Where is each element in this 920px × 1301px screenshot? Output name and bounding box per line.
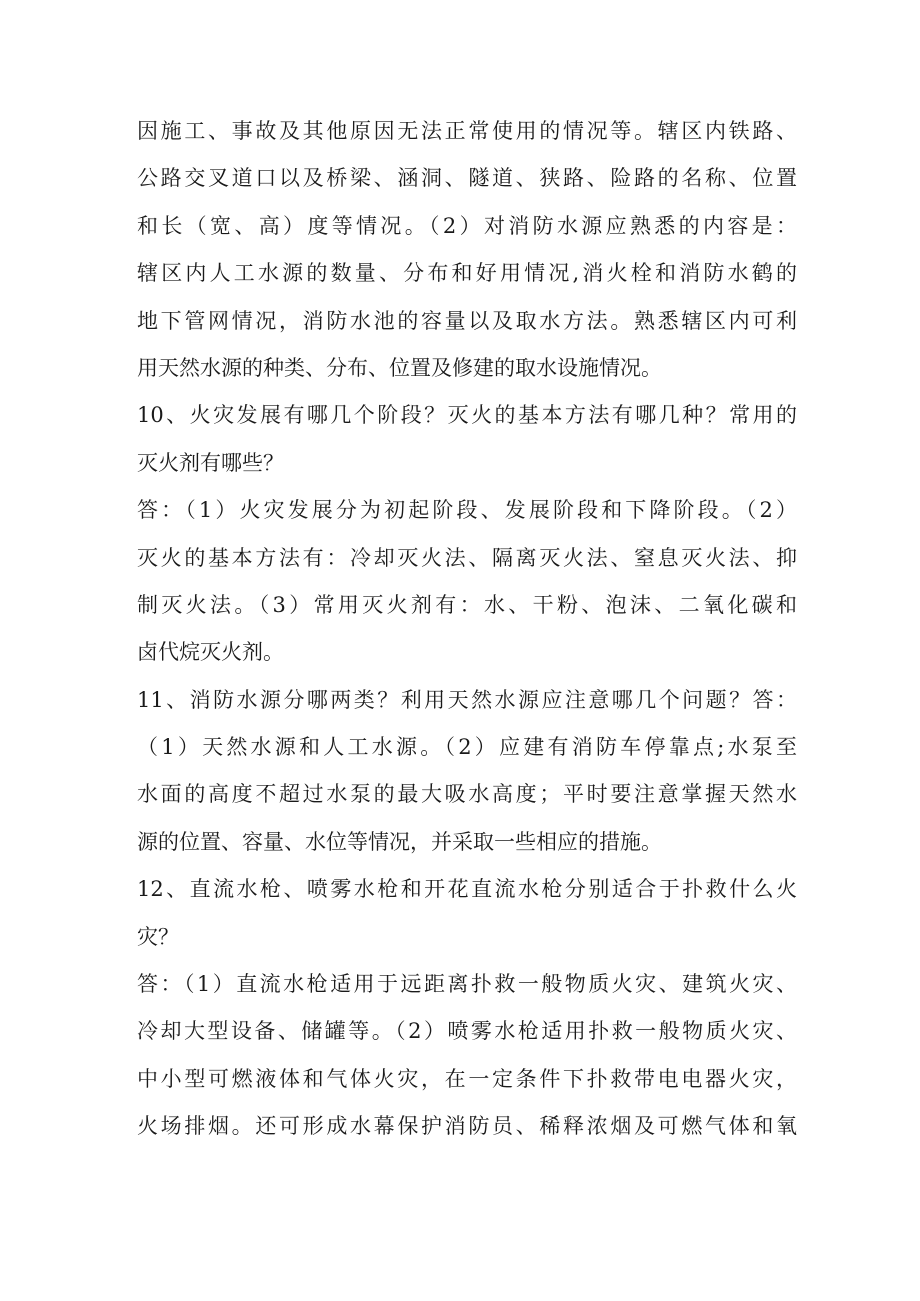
text-line: 制灭火法。（3）常用灭火剂有：水、干粉、泡沫、二氧化碳和: [137, 592, 797, 617]
text-line: 10、火灾发展有哪几个阶段？灭火的基本方法有哪几种？常用的: [137, 403, 797, 428]
text-line: 灾？: [137, 924, 179, 949]
text-line: 辖区内人工水源的数量、分布和好用情况,消火栓和消防水鹤的: [137, 261, 797, 286]
text-line: 冷却大型设备、储罐等。（2）喷雾水枪适用扑救一般物质火灾、: [137, 1019, 797, 1044]
text-line: 用天然水源的种类、分布、位置及修建的取水设施情况。: [137, 355, 662, 380]
text-line: 11、消防水源分哪两类？利用天然水源应注意哪几个问题？答：: [137, 687, 797, 712]
text-line: 源的位置、容量、水位等情况，并采取一些相应的措施。: [137, 829, 662, 854]
text-line: 中小型可燃液体和气体火灾，在一定条件下扑救带电电器火灾，: [137, 1066, 797, 1091]
text-line: 因施工、事故及其他原因无法正常使用的情况等。辖区内铁路、: [137, 119, 797, 143]
text-line: 答：（1）直流水枪适用于远距离扑救一般物质火灾、建筑火灾、: [137, 972, 797, 997]
text-line: 灭火剂有哪些？: [137, 450, 284, 475]
text-line: 火场排烟。还可形成水幕保护消防员、稀释浓烟及可燃气体和氧: [137, 1114, 797, 1139]
text-line: （1）天然水源和人工水源。（2）应建有消防车停靠点;水泵至: [137, 735, 797, 760]
text-line: 12、直流水枪、喷雾水枪和开花直流水枪分别适合于扑救什么火: [137, 877, 797, 902]
text-line: 公路交叉道口以及桥梁、涵洞、隧道、狭路、险路的名称、位置: [137, 166, 797, 191]
text-line: 卤代烷灭火剂。: [137, 640, 284, 665]
document-body: [137, 108, 797, 1151]
text-line: 水面的高度不超过水泵的最大吸水高度；平时要注意掌握天然水: [137, 782, 797, 807]
text-line: 地下管网情况，消防水池的容量以及取水方法。熟悉辖区内可利: [137, 308, 797, 333]
text-line: 和长（宽、高）度等情况。（2）对消防水源应熟悉的内容是：: [137, 213, 797, 238]
text-line: 答：（1）火灾发展分为初起阶段、发展阶段和下降阶段。（2）: [137, 498, 797, 523]
text-line: 灭火的基本方法有：冷却灭火法、隔离灭火法、窒息灭火法、抑: [137, 545, 797, 570]
